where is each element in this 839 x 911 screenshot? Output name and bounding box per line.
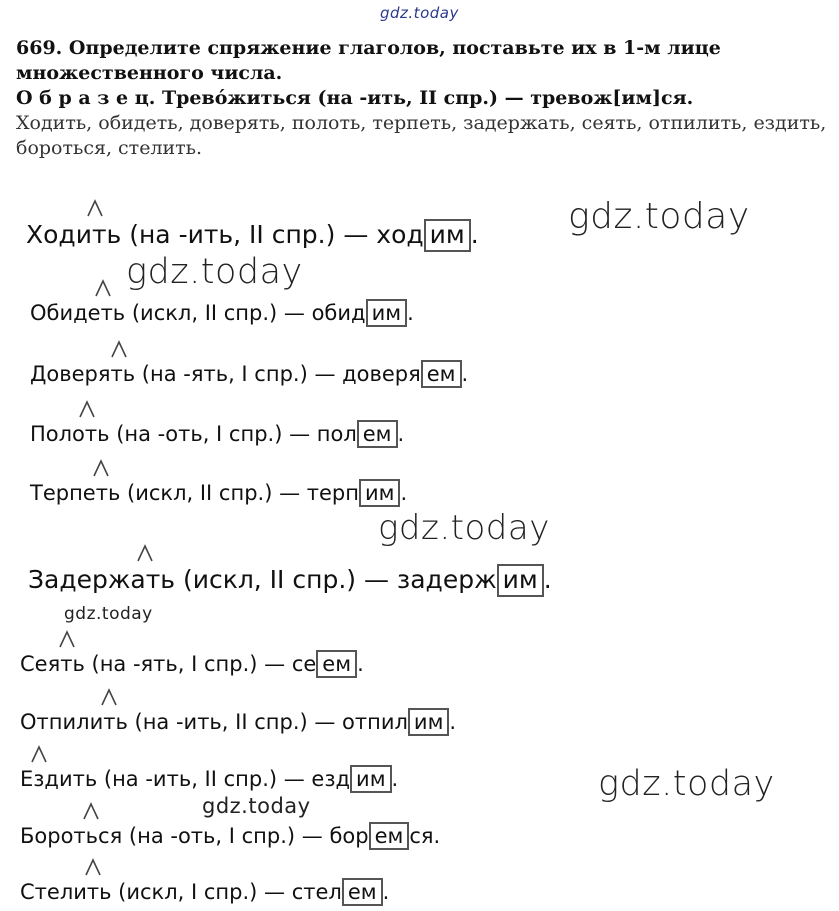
stress-mark-icon [92, 459, 110, 477]
answer-ending-box: им [424, 219, 471, 252]
answer-text: Сеять (на -ять, I спр.) — се [20, 652, 317, 676]
task-block [16, 36, 838, 161]
answer-tail: . [543, 565, 552, 594]
answer-ending-box: ем [369, 822, 410, 850]
answer-tail: . [400, 481, 408, 505]
stress-mark-icon [94, 279, 112, 297]
answer-tail: . [470, 220, 479, 249]
stress-mark-icon [136, 544, 154, 562]
stress-mark-icon [82, 802, 100, 820]
answer-ending-box: им [497, 564, 544, 597]
answer-tail: . [449, 710, 457, 734]
watermark-top: gdz.today [380, 4, 459, 22]
answer-row-3 [30, 360, 468, 388]
stress-mark-icon [58, 630, 76, 648]
watermark-3: gdz.today [378, 508, 550, 548]
answer-row-2 [30, 299, 414, 327]
answer-ending-box: ем [357, 420, 398, 448]
stress-mark-icon [30, 745, 48, 763]
stress-mark-icon [86, 199, 104, 217]
answer-row-7 [20, 650, 364, 678]
answer-text: Терпеть (искл, II спр.) — терп [30, 481, 359, 505]
answer-text: Задержать (искл, II спр.) — задерж [28, 565, 497, 594]
answer-text: Ходить (на -ить, II спр.) — ход [26, 220, 424, 249]
watermark-2: gdz.today [126, 252, 303, 292]
answer-ending-box: им [366, 299, 408, 327]
watermark-6: gdz.today [202, 794, 311, 818]
answer-row-8 [20, 708, 456, 736]
answer-row-9 [20, 765, 398, 793]
answer-ending-box: ем [316, 650, 357, 678]
answer-tail: . [407, 301, 414, 325]
answer-text: Отпилить (на -ить, II спр.) — отпил [20, 710, 408, 734]
answer-row-11 [20, 878, 389, 906]
answer-text: Ездить (на -ить, II спр.) — езд [20, 767, 351, 791]
stress-mark-icon [84, 858, 102, 876]
answer-ending-box: им [350, 765, 392, 793]
answer-tail: . [382, 880, 390, 904]
answer-row-4 [30, 420, 404, 448]
answer-tail: . [461, 362, 469, 386]
answer-ending-box: ем [342, 878, 383, 906]
answer-tail: . [397, 422, 405, 446]
answer-text: Обидеть (искл, II спр.) — обид [30, 301, 366, 325]
watermark-5: gdz.today [598, 764, 775, 804]
answer-tail: ся. [409, 824, 441, 848]
answer-ending-box: им [408, 708, 450, 736]
answer-row-6 [28, 564, 552, 597]
answer-text: Бороться (на -оть, I спр.) — бор [20, 824, 369, 848]
stress-mark-icon [78, 400, 96, 418]
stress-mark-icon [100, 688, 118, 706]
answer-tail: . [357, 652, 364, 676]
watermark-1: gdz.today [568, 196, 750, 237]
answer-tail: . [391, 767, 399, 791]
answer-text: Доверять (на -ять, I спр.) — доверя [30, 362, 421, 386]
task-title: 669. Определите спряжение глаголов, поставьте их в 1-м лице множественного числа. [16, 37, 721, 84]
task-sample: О б р а з е ц. Трево́житься (на -ить, II спр.) — тревож[им]ся. [16, 87, 694, 109]
stress-mark-icon [110, 340, 128, 358]
answer-row-10 [20, 822, 440, 850]
answer-row-5 [30, 479, 407, 507]
task-words: Ходить, обидеть, доверять, полоть, терпеть, задержать, сеять, отпилить, ездить, бороться, стелить. [16, 112, 827, 159]
answer-ending-box: ем [421, 360, 462, 388]
answer-text: Стелить (искл, I спр.) — стел [20, 880, 342, 904]
watermark-4: gdz.today [64, 604, 153, 624]
answer-row-1 [26, 219, 479, 252]
answer-text: Полоть (на -оть, I спр.) — пол [30, 422, 357, 446]
answer-ending-box: им [359, 479, 401, 507]
